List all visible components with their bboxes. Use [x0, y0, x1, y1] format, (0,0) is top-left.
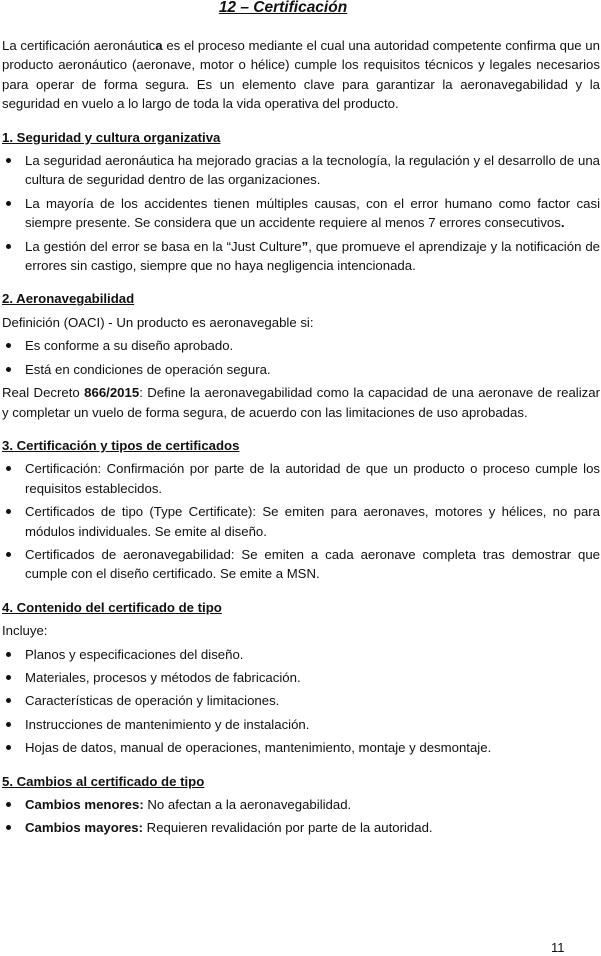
- list-item-text: Hojas de datos, manual de operaciones, mantenimiento, montaje y desmontaje.: [25, 740, 492, 756]
- list-item: [2, 738, 600, 757]
- list-item: [2, 795, 600, 814]
- list-item: [2, 691, 600, 710]
- list-item-text: La mayoría de los accidentes tienen múltiples causas, con el error humano como factor casi siempre presente. Se considera que un accidente requiere al menos 7 errores consecutivos: [25, 195, 600, 231]
- list-item-text: La gestión del error se basa en la “Just Culture: [25, 238, 302, 254]
- section-5-list: [2, 795, 600, 838]
- real-decreto-paragraph: [2, 383, 600, 422]
- list-item: [2, 360, 600, 379]
- bullet-icon: [6, 343, 11, 348]
- list-item: [2, 645, 600, 664]
- rd-text-rest: : Define la aeronavegabilidad como la capacidad de una aeronave de realizar y completar un vuelo de forma segura, de acuerdo con las limitaciones de uso aprobadas.: [2, 385, 600, 420]
- rd-text-start: Real Decreto: [2, 385, 85, 401]
- list-item: [2, 545, 600, 584]
- bullet-icon: [6, 825, 11, 830]
- major-changes-label: Cambios mayores:: [25, 820, 143, 836]
- section-1-list: [2, 151, 600, 275]
- definition-line: Definición (OACI) - Un producto es aeronavegable si:: [2, 314, 314, 330]
- minor-changes-text: No afectan a la aeronavegabilidad.: [143, 797, 352, 812]
- list-item-text: La seguridad aeronáutica ha mejorado gracias a la tecnología, la regulación y el desarrollo de una cultura de seguridad dentro de las organizaciones.: [25, 153, 600, 188]
- rd-number: 866/2015: [84, 385, 140, 401]
- page-number: 11: [551, 940, 565, 955]
- bullet-icon: [6, 509, 11, 514]
- list-item-text: Materiales, procesos y métodos de fabricación.: [25, 669, 301, 685]
- section-2-list: [2, 336, 600, 379]
- list-item: [2, 237, 600, 276]
- list-item: [2, 715, 600, 734]
- bullet-icon: [6, 802, 11, 807]
- bullet-icon: [6, 466, 11, 471]
- intro-bold-letter: a: [155, 38, 163, 53]
- section-4-heading: 4. Contenido del certificado de tipo: [2, 599, 222, 615]
- list-item: [2, 194, 600, 233]
- list-item-text: Instrucciones de mantenimiento y de instalación.: [25, 716, 310, 732]
- list-item-bold-period: .: [560, 215, 565, 231]
- document-body: [2, 36, 600, 838]
- list-item: [2, 502, 600, 541]
- bullet-icon: [6, 722, 11, 727]
- page-title: 12 – Certificación: [218, 0, 348, 16]
- intro-text-rest: es el proceso mediante el cual una autoridad competente confirma que un producto aeronáutico (aeronave, motor o hélice) cumple los requisitos técnicos y legales necesarios para operar de forma segura. Es un elemento clave para garantizar la aeronavegabilidad y la seguridad en vuelo a lo largo de toda la vida operativa del producto.: [2, 38, 600, 112]
- bullet-icon: [6, 552, 11, 557]
- list-item-text: Certificados de tipo (Type Certificate): Se emiten para aeronaves, motores y hélices, no para módulos individuales. Se emite al diseño.: [25, 504, 600, 539]
- list-item: [2, 818, 600, 837]
- section-3-heading: 3. Certificación y tipos de certificados: [2, 437, 240, 453]
- section-4-lead: Incluye:: [2, 623, 48, 639]
- list-item-text: Es conforme a su diseño aprobado.: [25, 338, 234, 354]
- major-changes-text: Requieren revalidación por parte de la autoridad.: [143, 820, 433, 836]
- list-item: [2, 459, 600, 498]
- bullet-icon: [6, 745, 11, 750]
- list-item-text: Está en condiciones de operación segura.: [25, 361, 271, 377]
- section-4-list: [2, 645, 600, 758]
- list-item-text: Características de operación y limitaciones.: [25, 693, 280, 709]
- section-5-heading: 5. Cambios al certificado de tipo: [2, 773, 205, 789]
- minor-changes-label: Cambios menores:: [25, 797, 144, 812]
- intro-text-start: La certificación aeronáutic: [2, 38, 156, 53]
- list-item-text: Certificación: Confirmación por parte de la autoridad de que un producto o proceso cumple los requisitos establecidos.: [25, 461, 600, 496]
- list-item-text: Planos y especificaciones del diseño.: [25, 646, 244, 662]
- section-1-heading: 1. Seguridad y cultura organizativa: [2, 129, 221, 145]
- section-3-list: [2, 459, 600, 583]
- intro-paragraph: [2, 36, 600, 114]
- list-item: [2, 668, 600, 687]
- bullet-icon: [6, 158, 11, 163]
- bullet-icon: [6, 675, 11, 680]
- bullet-icon: [6, 698, 11, 703]
- list-item-text-rest: , que promueve el aprendizaje y la notificación de errores sin castigo, siempre que no haya negligencia intencionada.: [25, 238, 601, 274]
- bullet-icon: [6, 652, 11, 657]
- list-item-bold-quote: ”: [301, 238, 309, 254]
- section-2-heading: 2. Aeronavegabilidad: [2, 291, 135, 307]
- bullet-icon: [6, 367, 11, 372]
- bullet-icon: [6, 244, 11, 249]
- list-item-text: Certificados de aeronavegabilidad: Se emiten a cada aeronave completa tras demostrar que cumple con el diseño certificado. Se emite a MSN.: [25, 546, 600, 582]
- list-item: [2, 151, 600, 190]
- bullet-icon: [6, 201, 11, 206]
- list-item: [2, 336, 600, 355]
